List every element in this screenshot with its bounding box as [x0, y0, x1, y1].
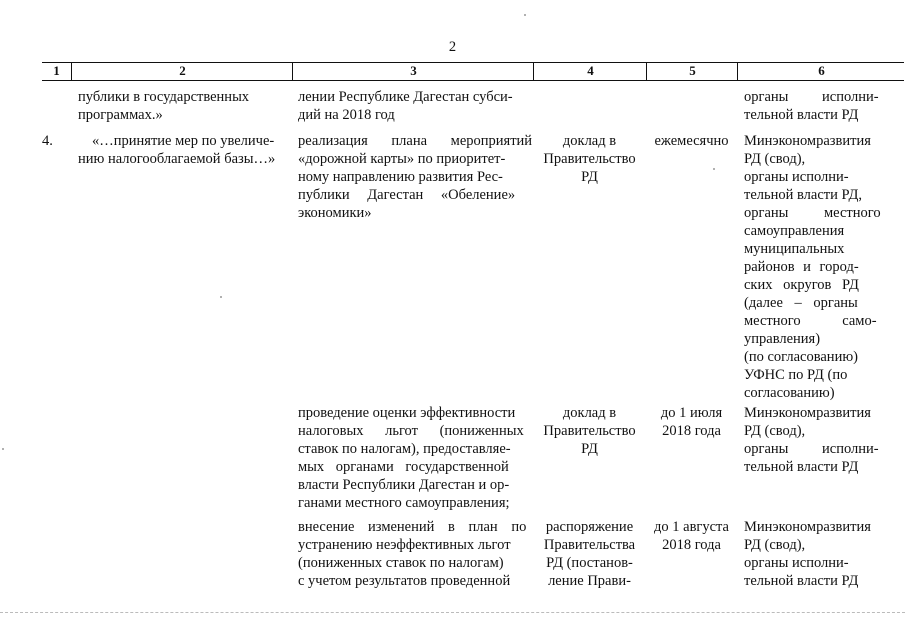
text-line: органы исполни- [744, 89, 879, 105]
row0-col6-text [744, 88, 880, 124]
text-line: РД (постанов- [546, 555, 633, 571]
row3-col4-text [533, 518, 646, 590]
text-line: согласованию) [744, 385, 835, 401]
text-line: «дорожной карты» по приоритет- [298, 151, 506, 167]
text-line: ежемесячно [654, 133, 729, 149]
text-line: Минэкономразвития [744, 133, 871, 149]
text-line: публики Дагестан «Обеление» [298, 187, 516, 203]
row0-col2-text [78, 88, 287, 124]
header-col-3: 3 [292, 63, 534, 80]
text-line: программах.» [78, 107, 163, 123]
text-line: ставок по налогам), предоставляе- [298, 441, 511, 457]
text-line: с учетом результатов проведенной [298, 573, 511, 589]
text-line: Правительство [543, 423, 636, 439]
text-line: РД [581, 441, 598, 457]
text-line: РД [581, 169, 598, 185]
row3-col5-text [646, 518, 737, 554]
text-line: проведение оценки эффективности [298, 405, 516, 421]
text-line: Минэкономразвития [744, 405, 871, 421]
text-line: власти Республики Дагестан и ор- [298, 477, 510, 493]
row2-col3-text [298, 404, 528, 512]
row1-col2-text [78, 132, 287, 168]
text-line: ских округов РД [744, 277, 859, 293]
text-line: «…принятие мер по увеличе- [92, 133, 275, 149]
text-line: ганами местного самоуправления; [298, 495, 510, 511]
text-line: до 1 августа [654, 519, 729, 535]
text-line: устранению неэффективных льгот [298, 537, 511, 553]
row1-col6-text [744, 132, 880, 402]
text-line: доклад в [562, 133, 617, 149]
row2-col5-text [646, 404, 737, 440]
scan-speck [524, 14, 526, 16]
text-line: лении Республике Дагестан субси- [298, 89, 513, 105]
text-line: (по согласованию) [744, 349, 858, 365]
text-line: (пониженных ставок по налогам) [298, 555, 504, 571]
row2-col6-text [744, 404, 880, 476]
text-line: распоряжение [545, 519, 634, 535]
table-header-row [42, 62, 904, 81]
text-line: публики в государственных [78, 89, 250, 105]
text-line: органы исполни- [744, 555, 849, 571]
text-line: налоговых льгот (пониженных [298, 423, 524, 439]
text-line: органы исполни- [744, 169, 849, 185]
text-line: дий на 2018 год [298, 107, 395, 123]
header-col-6: 6 [737, 63, 905, 80]
text-line: органы местного [744, 205, 881, 221]
header-col-1: 1 [53, 63, 60, 78]
text-line: районов и город- [744, 259, 859, 275]
text-line: РД (свод), [744, 151, 806, 167]
header-col-5: 5 [646, 63, 738, 80]
text-line: 2018 года [662, 537, 721, 553]
row1-col5-text [646, 132, 737, 150]
page-bottom-edge [0, 612, 905, 613]
text-line: 2018 года [662, 423, 721, 439]
text-line: муниципальных [744, 241, 845, 257]
text-line: доклад в [562, 405, 617, 421]
header-col-4: 4 [533, 63, 647, 80]
text-line: ному направлению развития Рес- [298, 169, 503, 185]
text-line: тельной власти РД [744, 107, 859, 123]
text-line: УФНС по РД (по [744, 367, 848, 383]
text-line: внесение изменений в план по [298, 519, 527, 535]
header-col-2: 2 [71, 63, 293, 80]
page-number: 2 [448, 39, 457, 55]
text-line: тельной власти РД [744, 573, 859, 589]
text-line: Минэкономразвития [744, 519, 871, 535]
scan-speck [2, 448, 4, 450]
text-line: тельной власти РД, [744, 187, 862, 203]
row0-col3-text [298, 88, 528, 124]
text-line: РД (свод), [744, 423, 806, 439]
row1-col4-text [533, 132, 646, 186]
text-line: самоуправления [744, 223, 845, 239]
row1-number: 4. [42, 133, 53, 149]
text-line: тельной власти РД [744, 459, 859, 475]
text-line: органы исполни- [744, 441, 879, 457]
text-line: экономики» [298, 205, 372, 221]
row2-col4-text [533, 404, 646, 458]
text-line: местного само- [744, 313, 877, 329]
text-line: Правительство [543, 151, 636, 167]
text-line: (далее – органы [744, 295, 858, 311]
text-line: нию налогооблагаемой базы…» [78, 151, 276, 167]
text-line: ление Прави- [548, 573, 631, 589]
row1-col3-text [298, 132, 533, 222]
text-line: управления) [744, 331, 821, 347]
row3-col6-text [744, 518, 880, 590]
text-line: реализация плана мероприятий [298, 133, 533, 149]
text-line: мых органами государственной [298, 459, 509, 475]
scan-speck [220, 296, 222, 298]
text-line: РД (свод), [744, 537, 806, 553]
row3-col3-text [298, 518, 528, 590]
text-line: до 1 июля [660, 405, 723, 421]
text-line: Правительства [543, 537, 636, 553]
scan-speck [713, 168, 715, 170]
